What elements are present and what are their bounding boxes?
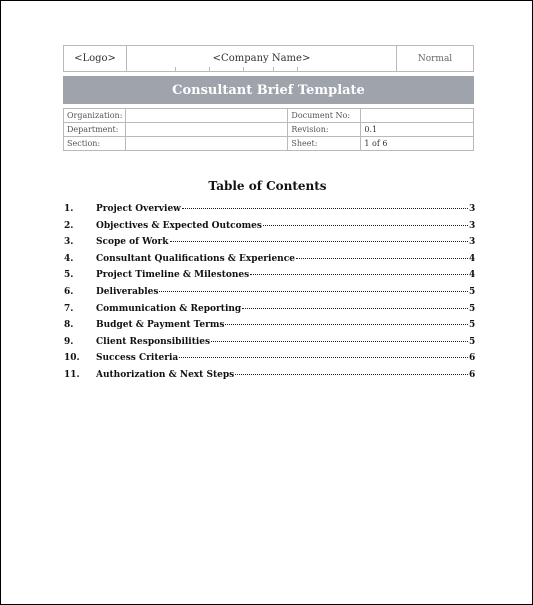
toc-entry-page: 6 xyxy=(469,369,476,380)
divider-tick xyxy=(209,67,210,71)
revision-value: 0.1 xyxy=(361,123,474,137)
toc-entry-number: 11. xyxy=(64,369,80,380)
toc-entry[interactable] xyxy=(64,204,475,221)
toc-title: Table of Contents xyxy=(208,179,327,193)
header-top-row xyxy=(63,45,474,72)
toc-entry-number: 9. xyxy=(64,336,74,347)
divider-tick xyxy=(175,67,176,71)
toc-entry[interactable] xyxy=(64,337,475,354)
meta-row xyxy=(64,123,474,137)
toc-entry-number: 1. xyxy=(64,204,74,214)
document-title: Consultant Brief Template xyxy=(63,76,474,104)
toc-entry[interactable] xyxy=(64,304,475,321)
revision-label: Revision: xyxy=(288,123,361,137)
toc-dot-leader xyxy=(235,374,468,375)
status-label: Normal xyxy=(396,46,473,71)
toc-dot-leader xyxy=(242,308,468,309)
toc-entry-page: 3 xyxy=(469,220,476,231)
toc-entry-title[interactable]: Budget & Payment Terms xyxy=(96,320,225,331)
company-name xyxy=(127,46,396,71)
toc-entry[interactable] xyxy=(64,221,475,238)
toc-entry-number: 7. xyxy=(64,303,74,314)
toc-entry-title[interactable]: Project Overview xyxy=(96,204,181,214)
toc-entry[interactable] xyxy=(64,370,475,387)
toc-entry-number: 4. xyxy=(64,253,74,264)
toc-entry[interactable] xyxy=(64,353,475,370)
toc-entry-page: 4 xyxy=(469,270,476,281)
toc-entry-page: 5 xyxy=(469,286,476,297)
divider-tick xyxy=(243,67,244,71)
toc-entry-title[interactable]: Project Timeline & Milestones xyxy=(96,270,250,281)
toc-entry[interactable] xyxy=(64,320,475,337)
toc-entry[interactable] xyxy=(64,270,475,287)
organization-value xyxy=(126,109,288,123)
toc-dot-leader xyxy=(225,324,468,325)
toc-entry-number: 5. xyxy=(64,270,74,281)
table-of-contents xyxy=(64,204,475,387)
toc-dot-leader xyxy=(296,258,468,259)
meta-row xyxy=(64,137,474,151)
sheet-label: Sheet: xyxy=(288,137,361,151)
toc-entry-title[interactable]: Authorization & Next Steps xyxy=(96,369,235,380)
toc-entry-page: 5 xyxy=(469,303,476,314)
toc-dot-leader xyxy=(179,357,468,358)
toc-entry-page: 3 xyxy=(469,204,476,214)
organization-label: Organization: xyxy=(64,109,126,123)
document-meta-table xyxy=(63,108,474,151)
toc-entry-title[interactable]: Client Responsibilities xyxy=(96,336,211,347)
toc-entry-page: 3 xyxy=(469,237,476,248)
toc-entry-page: 4 xyxy=(469,253,476,264)
document-no-label: Document No: xyxy=(288,109,361,123)
logo-placeholder: <Logo> xyxy=(64,46,127,71)
meta-row xyxy=(64,109,474,123)
toc-entry-title[interactable]: Deliverables xyxy=(96,286,159,297)
document-no-value xyxy=(361,109,474,123)
toc-entry-title[interactable]: Scope of Work xyxy=(96,237,169,248)
toc-entry[interactable] xyxy=(64,254,475,271)
toc-entry-number: 6. xyxy=(64,286,74,297)
section-label: Section: xyxy=(64,137,126,151)
toc-entry-number: 10. xyxy=(64,353,80,364)
toc-dot-leader xyxy=(182,208,468,209)
toc-entry-title[interactable]: Consultant Qualifications & Experience xyxy=(96,253,295,264)
toc-entry[interactable] xyxy=(64,287,475,304)
toc-entry-page: 6 xyxy=(469,353,476,364)
sheet-value: 1 of 6 xyxy=(361,137,474,151)
divider-tick xyxy=(273,67,274,71)
toc-dot-leader xyxy=(170,241,469,242)
toc-entry-title[interactable]: Success Criteria xyxy=(96,353,179,364)
toc-dot-leader xyxy=(211,341,468,342)
toc-dot-leader xyxy=(159,291,468,292)
toc-entry-title[interactable]: Communication & Reporting xyxy=(96,303,242,314)
company-name-text: <Company Name> xyxy=(212,53,311,64)
toc-entry-number: 8. xyxy=(64,320,74,331)
divider-tick xyxy=(297,67,298,71)
department-value xyxy=(126,123,288,137)
toc-entry-title[interactable]: Objectives & Expected Outcomes xyxy=(96,220,262,231)
toc-dot-leader xyxy=(263,225,468,226)
toc-entry-number: 2. xyxy=(64,220,74,231)
toc-entry-page: 5 xyxy=(469,336,476,347)
department-label: Department: xyxy=(64,123,126,137)
toc-entry-number: 3. xyxy=(64,237,74,248)
toc-dot-leader xyxy=(250,274,468,275)
toc-entry[interactable] xyxy=(64,237,475,254)
document-header xyxy=(63,45,474,151)
section-value xyxy=(126,137,288,151)
toc-entry-page: 5 xyxy=(469,320,476,331)
